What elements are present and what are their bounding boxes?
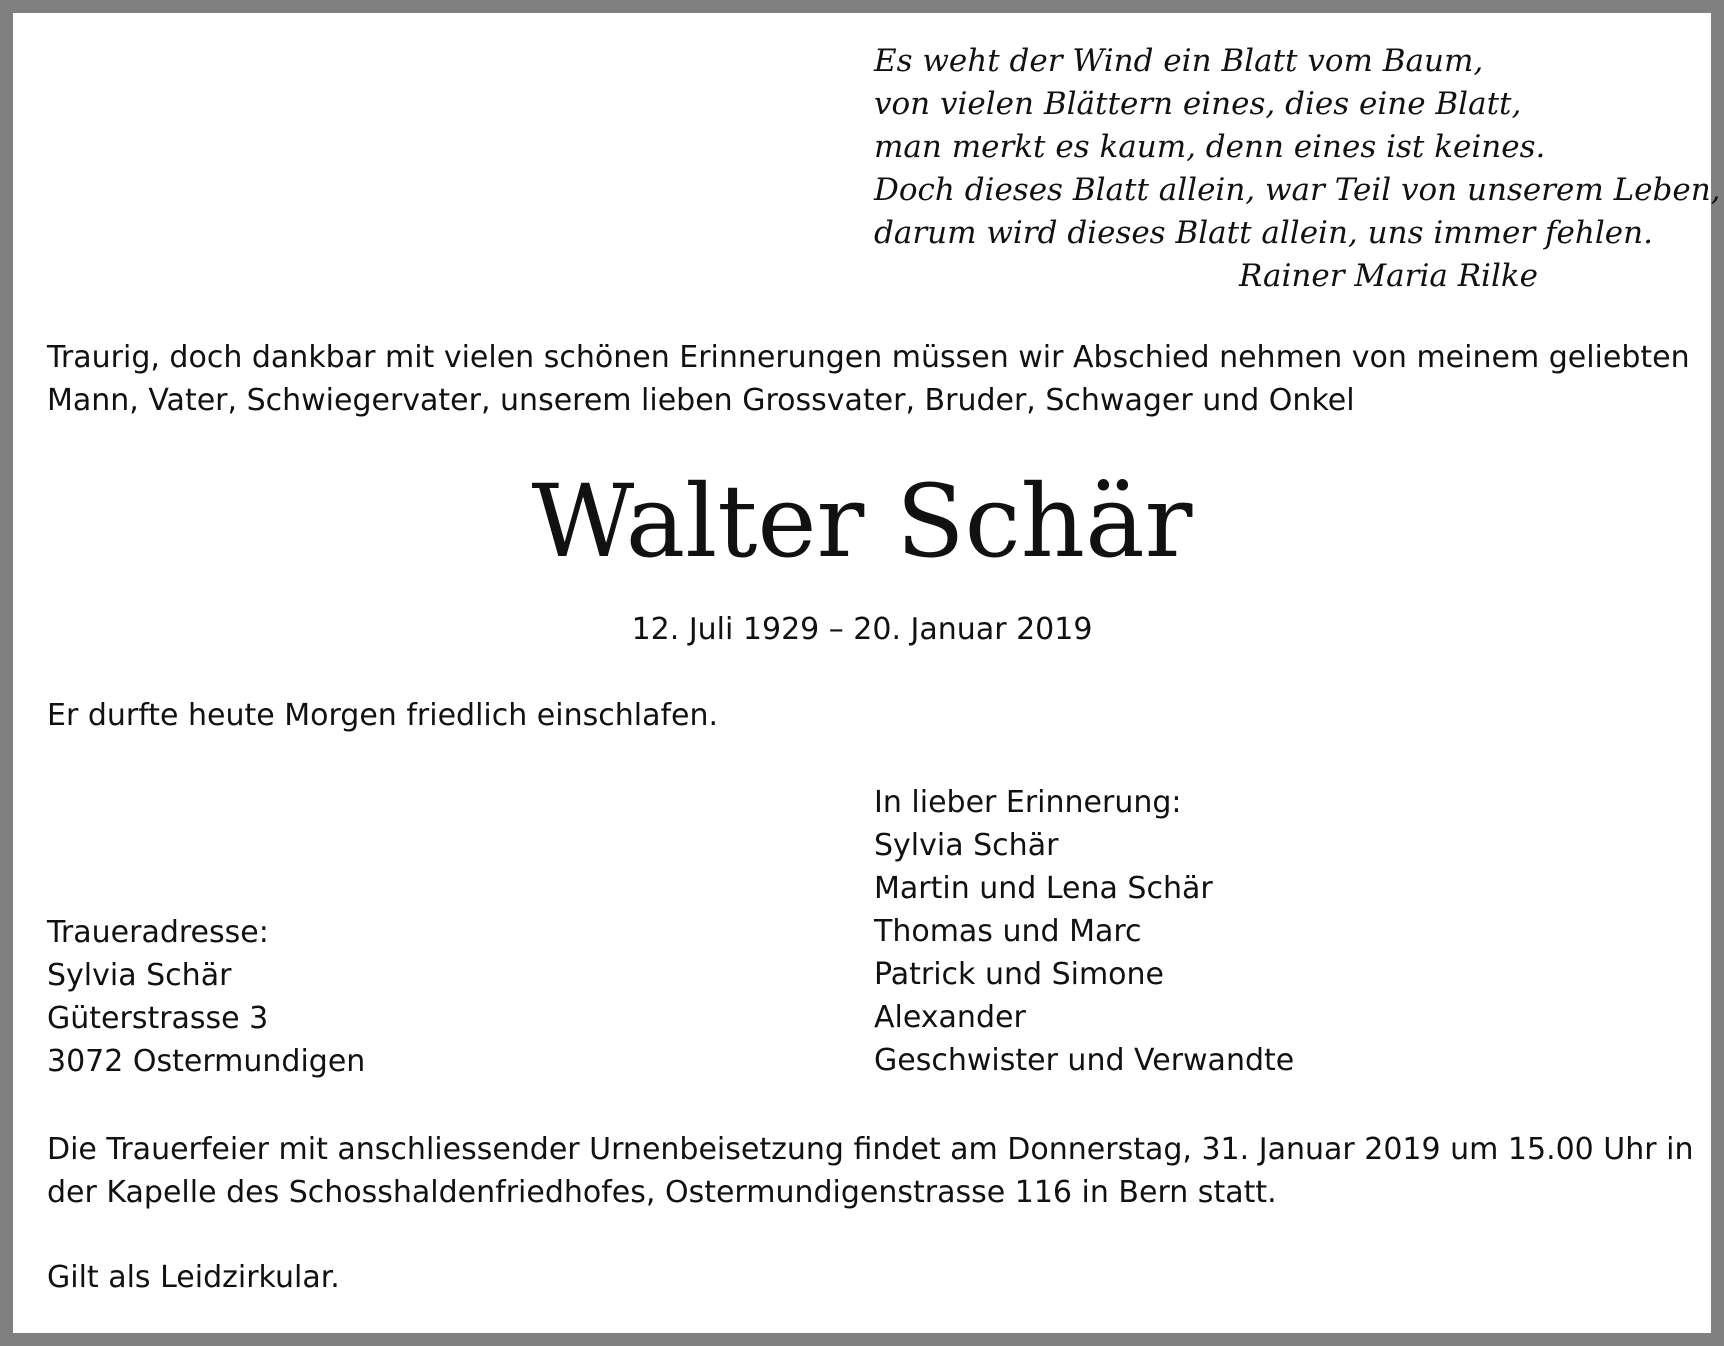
poem-line: darum wird dieses Blatt allein, uns immer fehlen. — [874, 215, 1653, 251]
family-member: Martin und Lena Schär — [874, 871, 1213, 906]
ceremony-text — [47, 1128, 1694, 1214]
poem — [874, 40, 1721, 298]
poem-line: von vielen Blättern eines, dies eine Blatt, — [874, 86, 1522, 122]
family-member: Geschwister und Verwandte — [874, 1043, 1295, 1078]
poem-line: Doch dieses Blatt allein, war Teil von unserem Leben, — [874, 172, 1721, 208]
family-member: Alexander — [874, 1000, 1026, 1035]
family-list — [874, 781, 1294, 1082]
intro-line: Mann, Vater, Schwiegervater, unserem lieben Grossvater, Bruder, Schwager und Onkel — [47, 383, 1355, 418]
life-dates: 12. Juli 1929 – 20. Januar 2019 — [631, 612, 1093, 647]
poem-line: Es weht der Wind ein Blatt vom Baum, — [874, 43, 1484, 79]
poem-line: man merkt es kaum, denn eines ist keines. — [874, 129, 1546, 165]
address-name: Sylvia Schär — [47, 958, 232, 993]
passed-text: Er durfte heute Morgen friedlich einschlafen. — [47, 698, 719, 733]
family-member: Thomas und Marc — [874, 914, 1142, 949]
intro-text — [47, 336, 1690, 422]
ceremony-line: Die Trauerfeier mit anschliessender Urnenbeisetzung findet am Donnerstag, 31. Januar 2019 um 15.00 Uhr in — [47, 1132, 1694, 1167]
poem-author: Rainer Maria Rilke — [1238, 258, 1538, 294]
intro-line: Traurig, doch dankbar mit vielen schönen Erinnerungen müssen wir Abschied nehmen von meinem geliebten — [47, 340, 1690, 375]
family-member: Sylvia Schär — [874, 828, 1059, 863]
address-heading: Traueradresse: — [47, 915, 269, 950]
address-street: Güterstrasse 3 — [47, 1001, 269, 1036]
family-heading: In lieber Erinnerung: — [874, 785, 1182, 820]
deceased-name: Walter Schär — [531, 463, 1193, 580]
family-member: Patrick und Simone — [874, 957, 1164, 992]
circular-note: Gilt als Leidzirkular. — [47, 1260, 340, 1295]
address-city: 3072 Ostermundigen — [47, 1044, 366, 1079]
ceremony-line: der Kapelle des Schosshaldenfriedhofes, Ostermundigenstrasse 116 in Bern statt. — [47, 1175, 1277, 1210]
mourning-address — [47, 911, 365, 1083]
